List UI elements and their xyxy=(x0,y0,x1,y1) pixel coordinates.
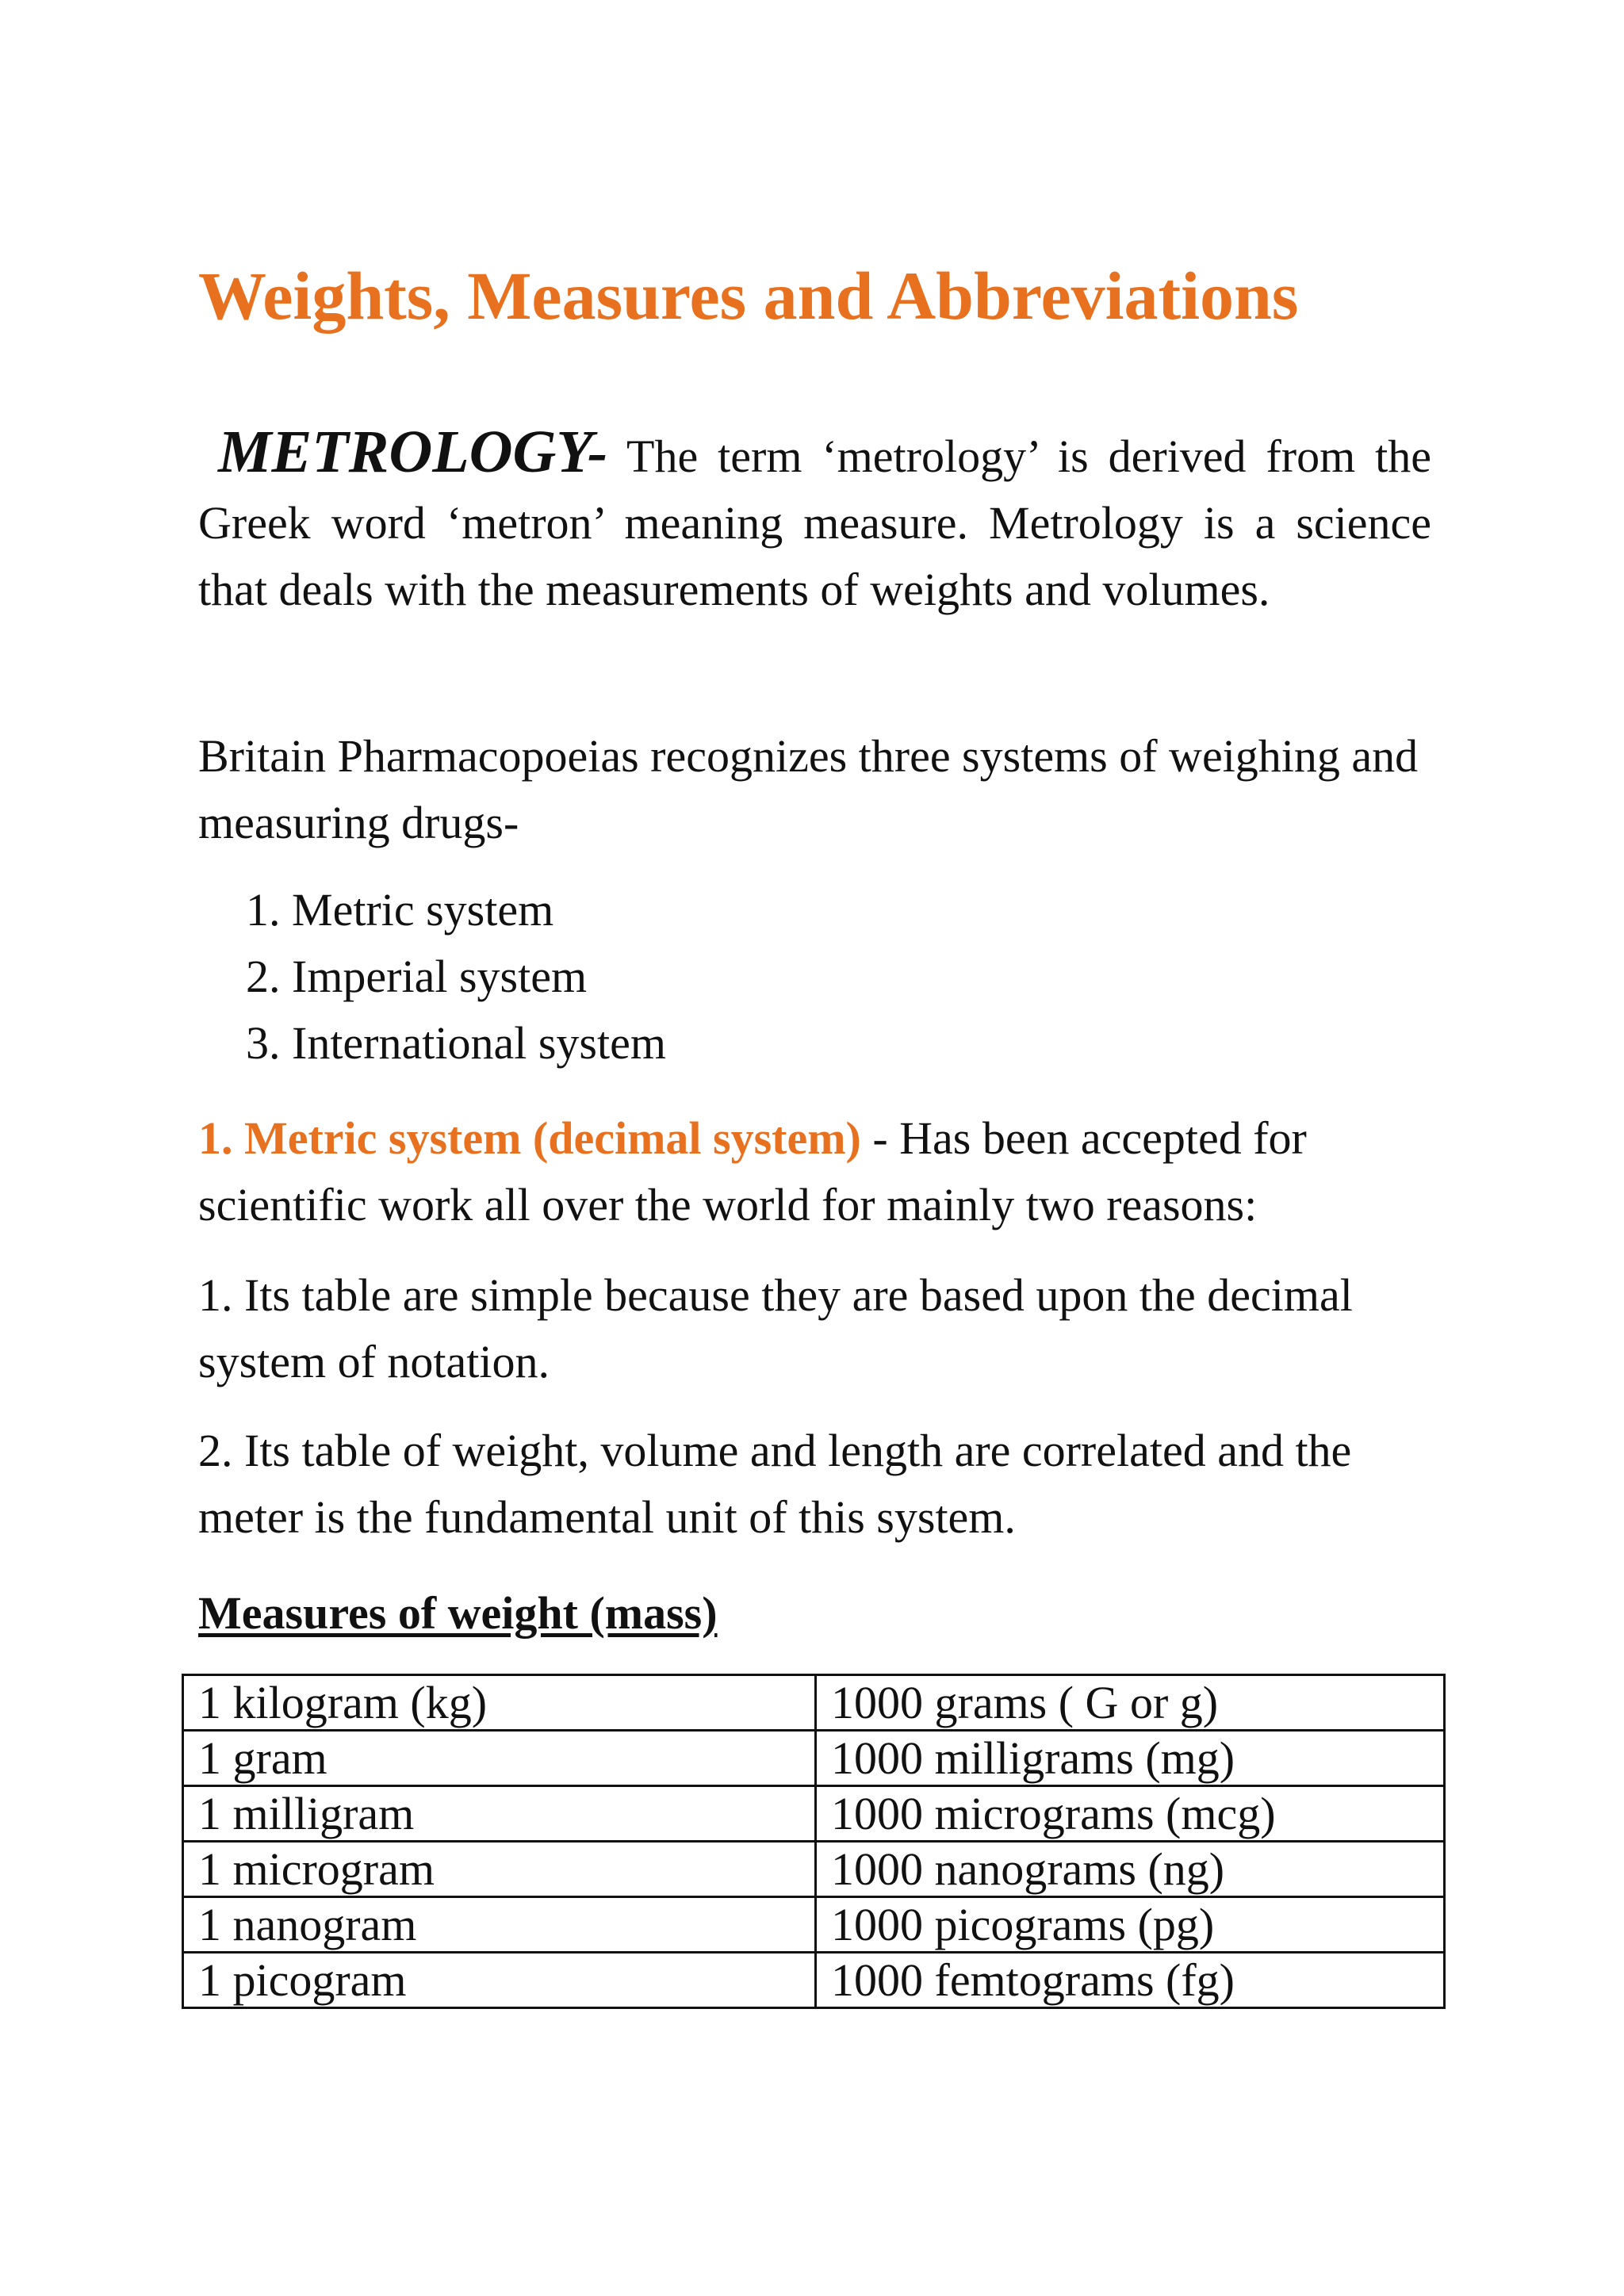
metric-paragraph xyxy=(198,1105,1431,1238)
table-cell-equivalent: 1000 picograms (pg) xyxy=(816,1897,1445,1953)
table-row xyxy=(183,1786,1445,1842)
reason-1: 1. Its table are simple because they are based upon the decimal system of notation. xyxy=(198,1269,1353,1387)
list-item: 2. Imperial system xyxy=(246,951,588,1002)
table-row xyxy=(183,1842,1445,1897)
table-cell-unit: 1 kilogram (kg) xyxy=(183,1675,816,1731)
table-cell-unit: 1 milligram xyxy=(183,1786,816,1842)
metric-heading: 1. Metric system (decimal system) xyxy=(198,1112,861,1164)
table-cell-unit: 1 picogram xyxy=(183,1953,816,2008)
table-cell-equivalent: 1000 milligrams (mg) xyxy=(816,1731,1445,1786)
table-cell-equivalent: 1000 femtograms (fg) xyxy=(816,1953,1445,2008)
table-cell-equivalent: 1000 nanograms (ng) xyxy=(816,1842,1445,1897)
metrology-definition: The term ‘metrology’ is derived from the Greek word ‘metron’ meaning measure. Metrology is a science that deals with the measurements of weights and volumes. xyxy=(198,430,1432,615)
table-row xyxy=(183,1675,1445,1731)
systems-intro: Britain Pharmacopoeias recognizes three systems of weighing and measuring drugs- xyxy=(198,730,1419,848)
list-item: 3. International system xyxy=(246,1017,666,1069)
table-row xyxy=(183,1953,1445,2008)
metric-description: - Has been accepted for scientific work all over the world for mainly two reasons: xyxy=(198,1112,1307,1230)
table-cell-unit: 1 gram xyxy=(183,1731,816,1786)
metrology-term: METROLOGY- xyxy=(217,419,608,485)
table-cell-unit: 1 microgram xyxy=(183,1842,816,1897)
metrology-paragraph xyxy=(198,419,1431,623)
table-cell-unit: 1 nanogram xyxy=(183,1897,816,1953)
reason-2: 2. Its table of weight, volume and length are correlated and the meter is the fundamental unit of this system. xyxy=(198,1425,1352,1543)
table-row xyxy=(183,1731,1445,1786)
weights-heading: Measures of weight (mass) xyxy=(198,1587,718,1639)
systems-list xyxy=(246,877,666,1077)
page-title: Weights, Measures and Abbreviations xyxy=(198,258,1299,334)
table-cell-equivalent: 1000 micrograms (mcg) xyxy=(816,1786,1445,1842)
table-cell-equivalent: 1000 grams ( G or g) xyxy=(816,1675,1445,1731)
list-item: 1. Metric system xyxy=(246,884,554,936)
table-row xyxy=(183,1897,1445,1953)
weights-table xyxy=(182,1674,1446,2009)
